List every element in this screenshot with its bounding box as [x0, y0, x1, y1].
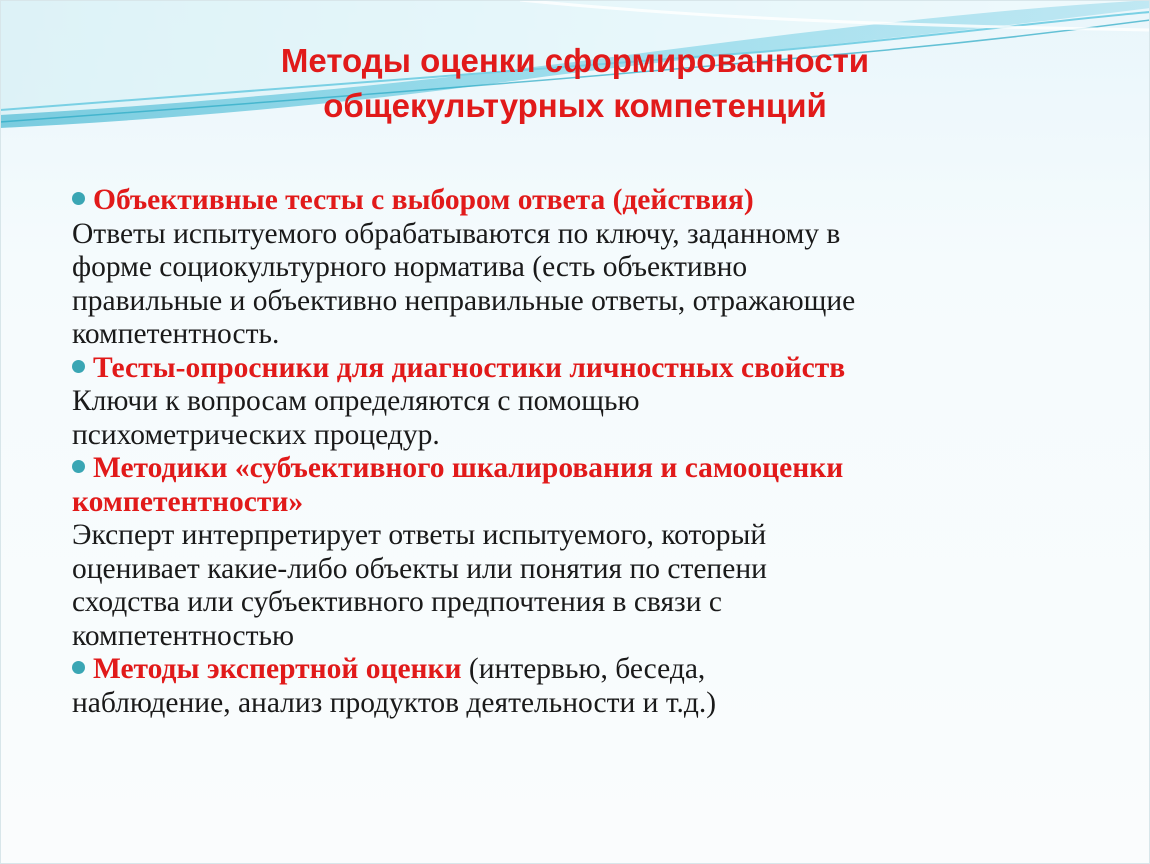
list-item — [72, 352, 1112, 453]
item-text-line: Эксперт интерпретирует ответы испытуемого, который — [72, 519, 767, 551]
item-text-line: Ключи к вопросам определяются с помощью — [72, 385, 640, 417]
item-text-line: оценивает какие-либо объекты или понятия по степени — [72, 552, 767, 585]
bullet-icon — [72, 460, 85, 473]
item-text-line: компетентностью — [72, 619, 294, 652]
list-item — [72, 184, 1112, 352]
item-text-line: психометрических процедур. — [72, 418, 440, 451]
item-text-line: правильные и объективно неправильные ответы, отражающие — [72, 284, 856, 317]
bullet-icon — [72, 661, 85, 674]
item-heading-continued: компетентности» — [72, 485, 304, 518]
title-line-2: общекультурных компетенций — [323, 87, 827, 124]
bullet-icon — [72, 360, 85, 373]
item-text-line: наблюдение, анализ продуктов деятельности и т.д.) — [72, 686, 717, 719]
slide-title — [0, 38, 1150, 128]
list-item — [72, 653, 1112, 720]
list-item — [72, 452, 1112, 653]
item-text-line: форме социокультурного норматива (есть объективно — [72, 251, 748, 283]
bullet-list — [72, 184, 1112, 720]
title-line-1: Методы оценки сформированности — [280, 42, 870, 79]
item-heading-tail: (интервью, беседа, — [461, 653, 706, 685]
item-text-line: компетентность. — [72, 318, 280, 350]
item-text-line: сходства или субъективного предпочтения в связи с — [72, 586, 722, 618]
item-heading: Тесты-опросники для диагностики личностных свойств — [93, 351, 846, 384]
item-heading: Объективные тесты с выбором ответа (действия) — [93, 184, 754, 216]
bullet-icon — [72, 192, 85, 205]
item-heading: Методы экспертной оценки — [93, 653, 462, 685]
item-text-line: Ответы испытуемого обрабатываются по ключу, заданному в — [72, 217, 841, 250]
item-heading: Методики «субъективного шкалирования и самооценки — [93, 452, 844, 484]
